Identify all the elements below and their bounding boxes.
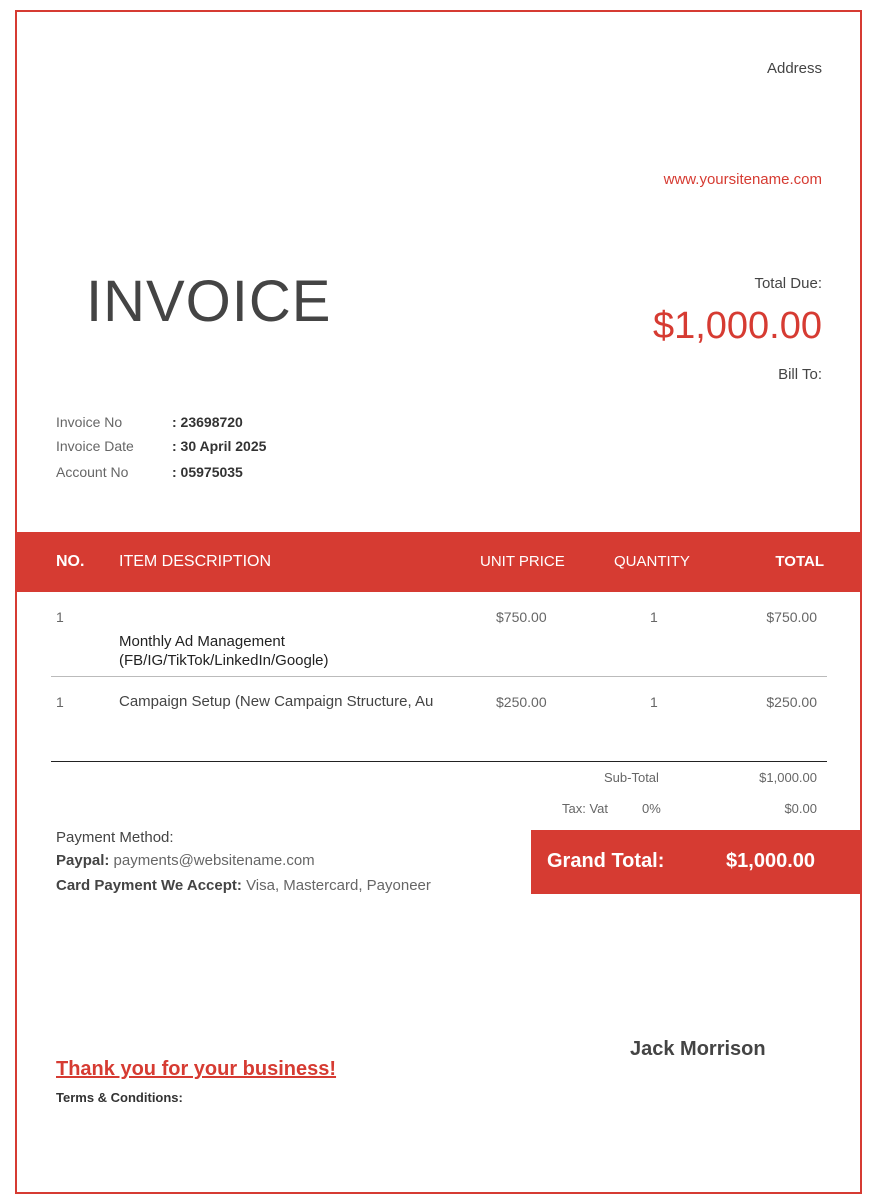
row1-quantity: 1	[650, 609, 658, 625]
address-label: Address	[766, 60, 822, 77]
bill-to-label: Bill To:	[778, 366, 822, 383]
row-separator	[51, 676, 827, 677]
row1-total: $750.00	[766, 609, 817, 625]
row2-unit-price: $250.00	[496, 694, 547, 710]
row2-description: Campaign Setup (New Campaign Structure, Au	[119, 693, 434, 710]
row1-unit-price: $750.00	[496, 609, 547, 625]
col-total-header: TOTAL	[775, 553, 824, 570]
invoice-no-value: : 23698720	[172, 414, 243, 430]
invoice-no-label: Invoice No	[56, 414, 123, 430]
table-end-line	[51, 761, 827, 762]
paypal-line	[56, 852, 315, 869]
card-payment-label: Card Payment We Accept:	[56, 877, 242, 894]
row1-description-line2: (FB/IG/TikTok/LinkedIn/Google)	[119, 652, 329, 669]
col-unit-price-header: UNIT PRICE	[480, 553, 565, 570]
account-no-value: : 05975035	[172, 464, 243, 480]
invoice-date-value: : 30 April 2025	[172, 438, 267, 454]
card-payment-value: Visa, Mastercard, Payoneer	[246, 877, 431, 894]
payment-method-title: Payment Method:	[56, 829, 174, 846]
total-due-value: $1,000.00	[652, 305, 822, 347]
col-description-header: ITEM DESCRIPTION	[119, 553, 272, 570]
subtotal-value: $1,000.00	[759, 770, 817, 785]
grand-total-label: Grand Total:	[547, 850, 665, 872]
grand-total-value: $1,000.00	[726, 850, 815, 872]
row2-total: $250.00	[766, 694, 817, 710]
row2-quantity: 1	[650, 694, 658, 710]
terms-label: Terms & Conditions:	[56, 1090, 183, 1105]
tax-label: Tax: Vat	[562, 801, 609, 816]
row1-description-line1: Monthly Ad Management	[119, 633, 285, 650]
account-no-label: Account No	[56, 464, 129, 480]
subtotal-label: Sub-Total	[604, 770, 659, 785]
col-quantity-header: QUANTITY	[614, 553, 690, 570]
signature-name: Jack Morrison	[630, 1038, 766, 1060]
tax-value: $0.00	[784, 801, 817, 816]
grand-total-box	[531, 830, 861, 894]
total-due-label: Total Due:	[754, 275, 822, 292]
thank-you-message: Thank you for your business!	[56, 1058, 337, 1080]
invoice-date-label: Invoice Date	[56, 438, 134, 454]
tax-rate: 0%	[642, 801, 661, 816]
col-no-header: NO.	[56, 553, 85, 570]
card-payment-line	[56, 877, 431, 894]
website-link[interactable]: www.yoursitename.com	[663, 171, 822, 188]
invoice-title: INVOICE	[86, 269, 332, 334]
paypal-value: payments@websitename.com	[113, 852, 315, 869]
row1-no: 1	[56, 609, 64, 625]
paypal-label: Paypal:	[56, 852, 110, 869]
row2-no: 1	[56, 694, 64, 710]
table-header	[17, 532, 860, 592]
